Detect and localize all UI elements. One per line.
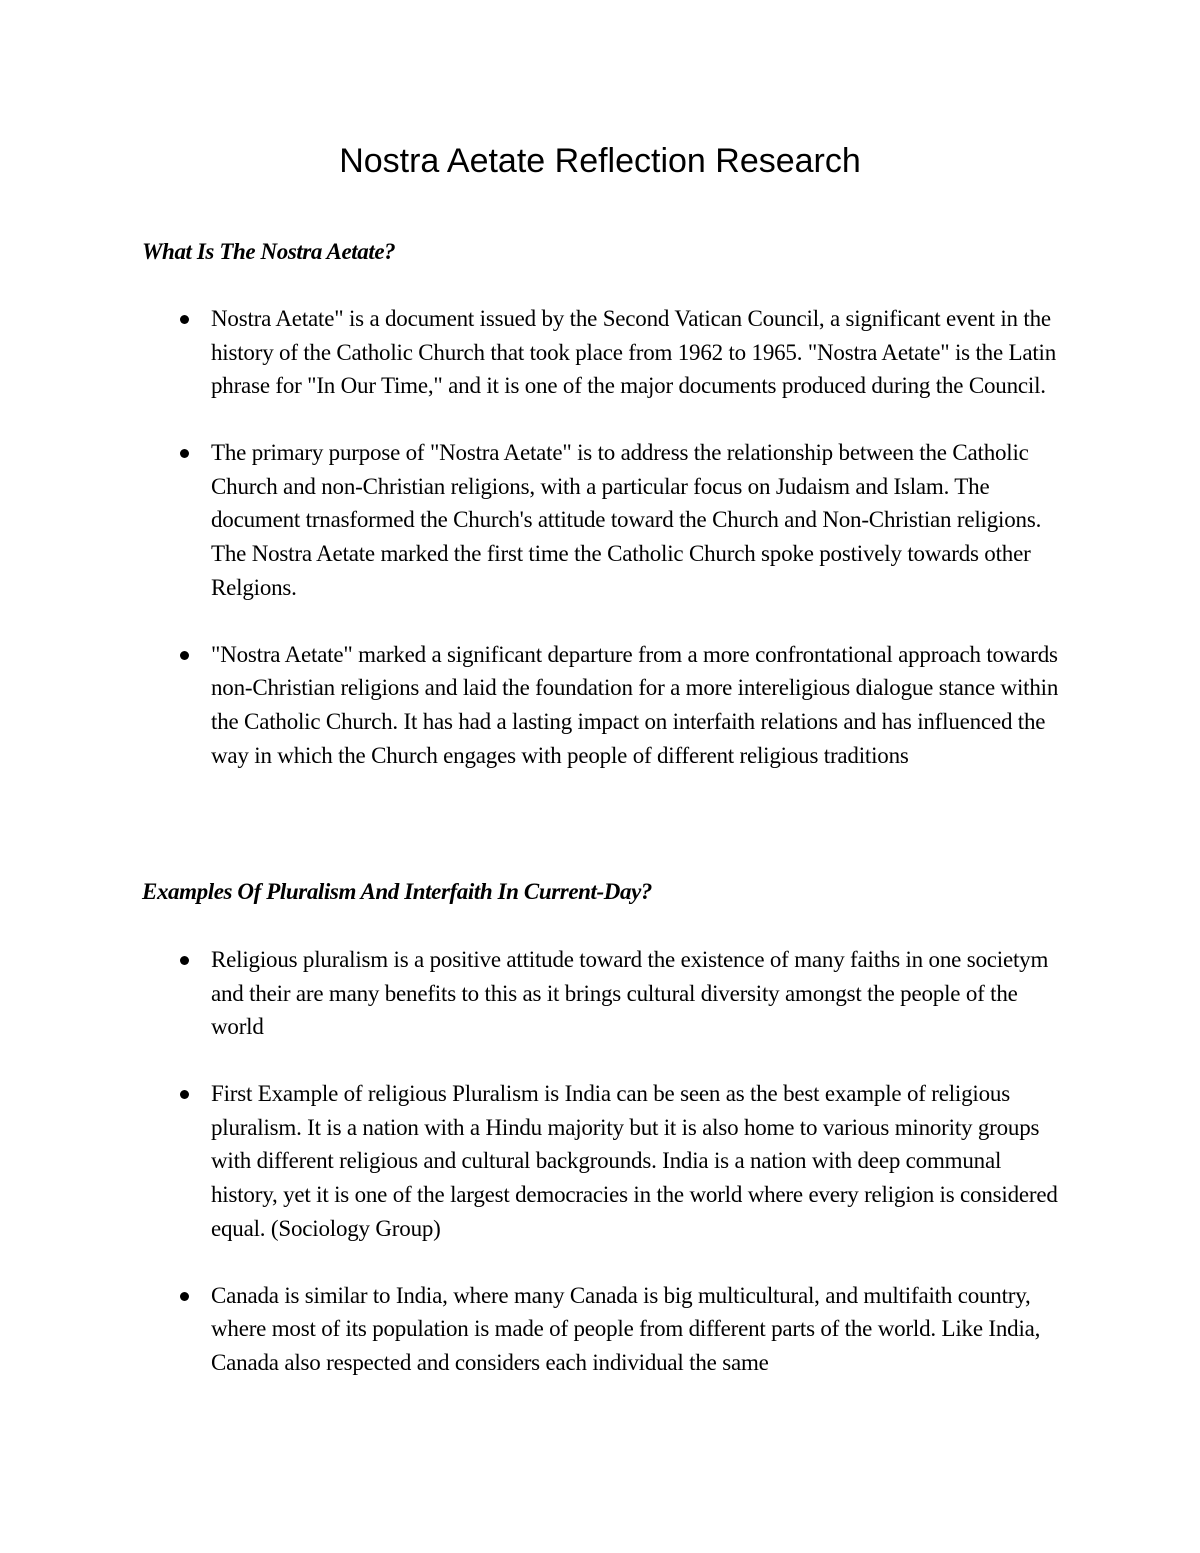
bullet-icon	[180, 1090, 189, 1099]
page-title: Nostra Aetate Reflection Research	[339, 142, 861, 180]
list-item	[0, 302, 1200, 403]
section-heading-what-is: What Is The Nostra Aetate?	[142, 239, 396, 264]
list-item	[0, 1279, 1200, 1380]
bullet-text: The primary purpose of "Nostra Aetate" is to address the relationship between the Catholic Church and non-Christian religions, with a particular focus on Judaism and Islam. The document trnasformed the Church's attitude toward the Church and Non-Christian religions. The Nostra Aetate marked the first time the Catholic Church spoke postively towards other Relgions.	[211, 440, 1042, 600]
bullet-text: Nostra Aetate" is a document issued by the Second Vatican Council, a significant event in the history of the Catholic Church that took place from 1962 to 1965. "Nostra Aetate" is the Latin phrase for "In Our Time," and it is one of the major documents produced during the Council.	[211, 306, 1057, 399]
bullet-list-what-is	[0, 302, 1200, 806]
list-item	[0, 436, 1200, 604]
section-heading-pluralism: Examples Of Pluralism And Interfaith In Current-Day?	[142, 879, 652, 904]
bullet-text: Religious pluralism is a positive attitude toward the existence of many faiths in one societym and their are many benefits to this as it brings cultural diversity amongst the people of the world	[211, 947, 1049, 1040]
list-item	[0, 943, 1200, 1044]
bullet-icon	[180, 1292, 189, 1301]
list-item	[0, 1077, 1200, 1245]
bullet-list-pluralism	[0, 943, 1200, 1413]
bullet-icon	[180, 315, 189, 324]
bullet-icon	[180, 651, 189, 660]
bullet-icon	[180, 956, 189, 965]
bullet-text: Canada is similar to India, where many Canada is big multicultural, and multifaith country, where most of its population is made of people from different parts of the world. Like India, Canada also respected and considers each individual the same	[211, 1282, 1041, 1375]
bullet-text: First Example of religious Pluralism is India can be seen as the best example of religious pluralism. It is a nation with a Hindu majority but it is also home to various minority groups with different religious and cultural backgrounds. India is a nation with deep communal history, yet it is one of the largest democracies in the world where every religion is considered equal. (Sociology Group)	[211, 1081, 1058, 1241]
bullet-icon	[180, 449, 189, 458]
list-item	[0, 638, 1200, 772]
bullet-text: "Nostra Aetate" marked a significant departure from a more confrontational approach towards non-Christian religions and laid the foundation for a more intereligious dialogue stance within the Catholic Church. It has had a lasting impact on interfaith relations and has influenced the way in which the Church engages with people of different religious traditions	[211, 641, 1059, 768]
